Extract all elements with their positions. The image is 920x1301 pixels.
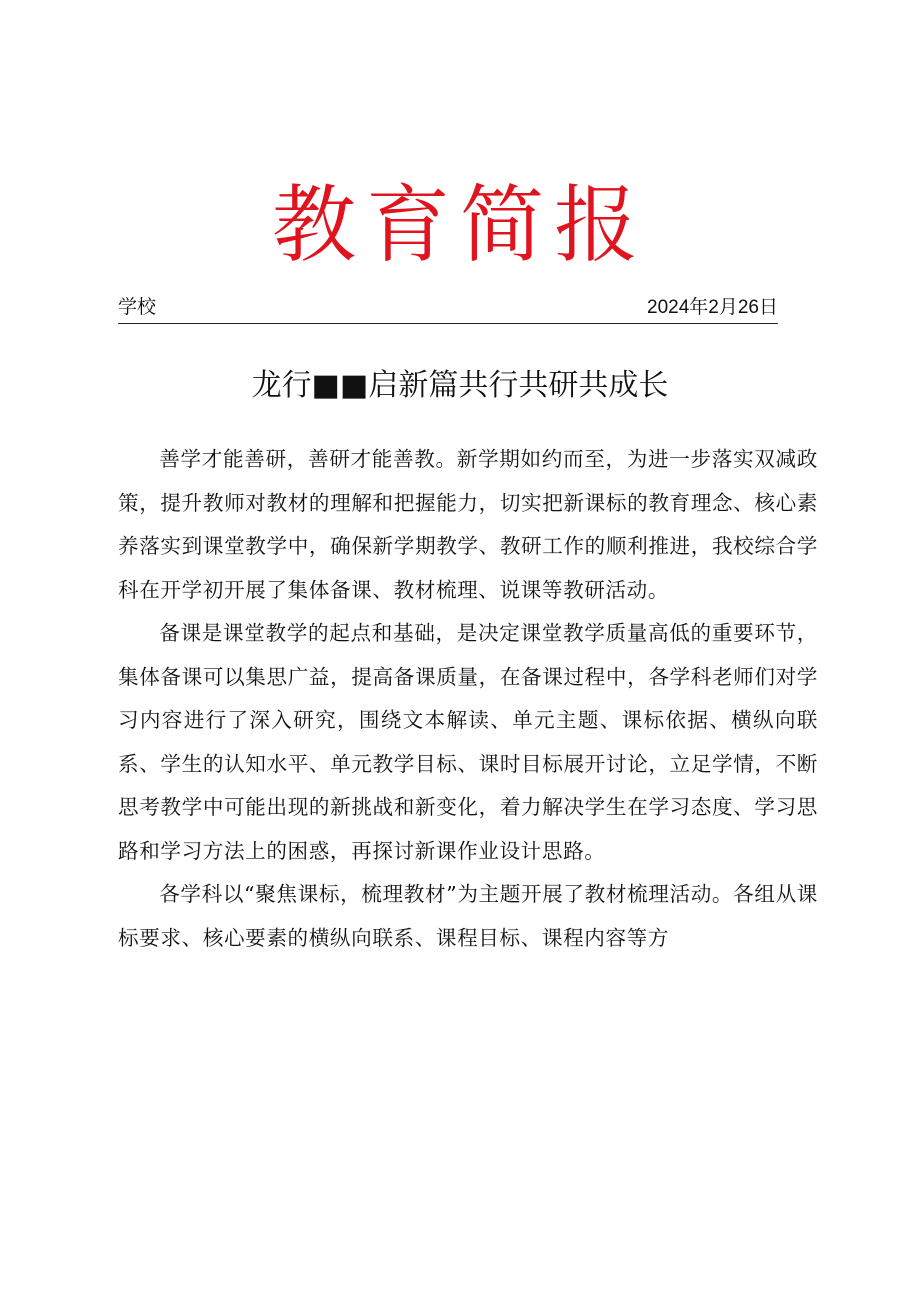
report-date: 2024年2月26日 (647, 297, 778, 318)
article-headline: 龙行■■启新篇共行共研共成长 (251, 368, 669, 403)
paragraph: 善学才能善研，善研才能善教。新学期如约而至，为进一步落实双减政策，提升教师对教材的理解和把握能力，切实把新课标的教育理念、核心素养落实到课堂教学中，确保新学期教学、教研工作的顺利推进，我校综合学科在开学初开展了集体备课、教材梳理、说课等教研活动。 (118, 447, 818, 602)
article-body (118, 438, 818, 960)
school-label: 学校 (118, 297, 157, 318)
masthead-title: 教育简报 (271, 176, 648, 274)
meta-line (118, 293, 778, 324)
paragraph: 备课是课堂教学的起点和基础，是决定课堂教学质量高低的重要环节，集体备课可以集思广益，提高备课质量，在备课过程中，各学科老师们对学习内容进行了深入研究，围绕文本解读、单元主题、课标依据、横纵向联系、学生的认知水平、单元教学目标、课时目标展开讨论，立足学情，不断思考教学中可能出现的新挑战和新变化，着力解决学生在学习态度、学习思路和学习方法上的困惑，再探讨新课作业设计思路。 (118, 621, 818, 863)
paragraph: 各学科以“聚焦课标，梳理教材”为主题开展了教材梳理活动。各组从课标要求、核心要素的横纵向联系、课程目标、课程内容等方 (118, 882, 818, 950)
